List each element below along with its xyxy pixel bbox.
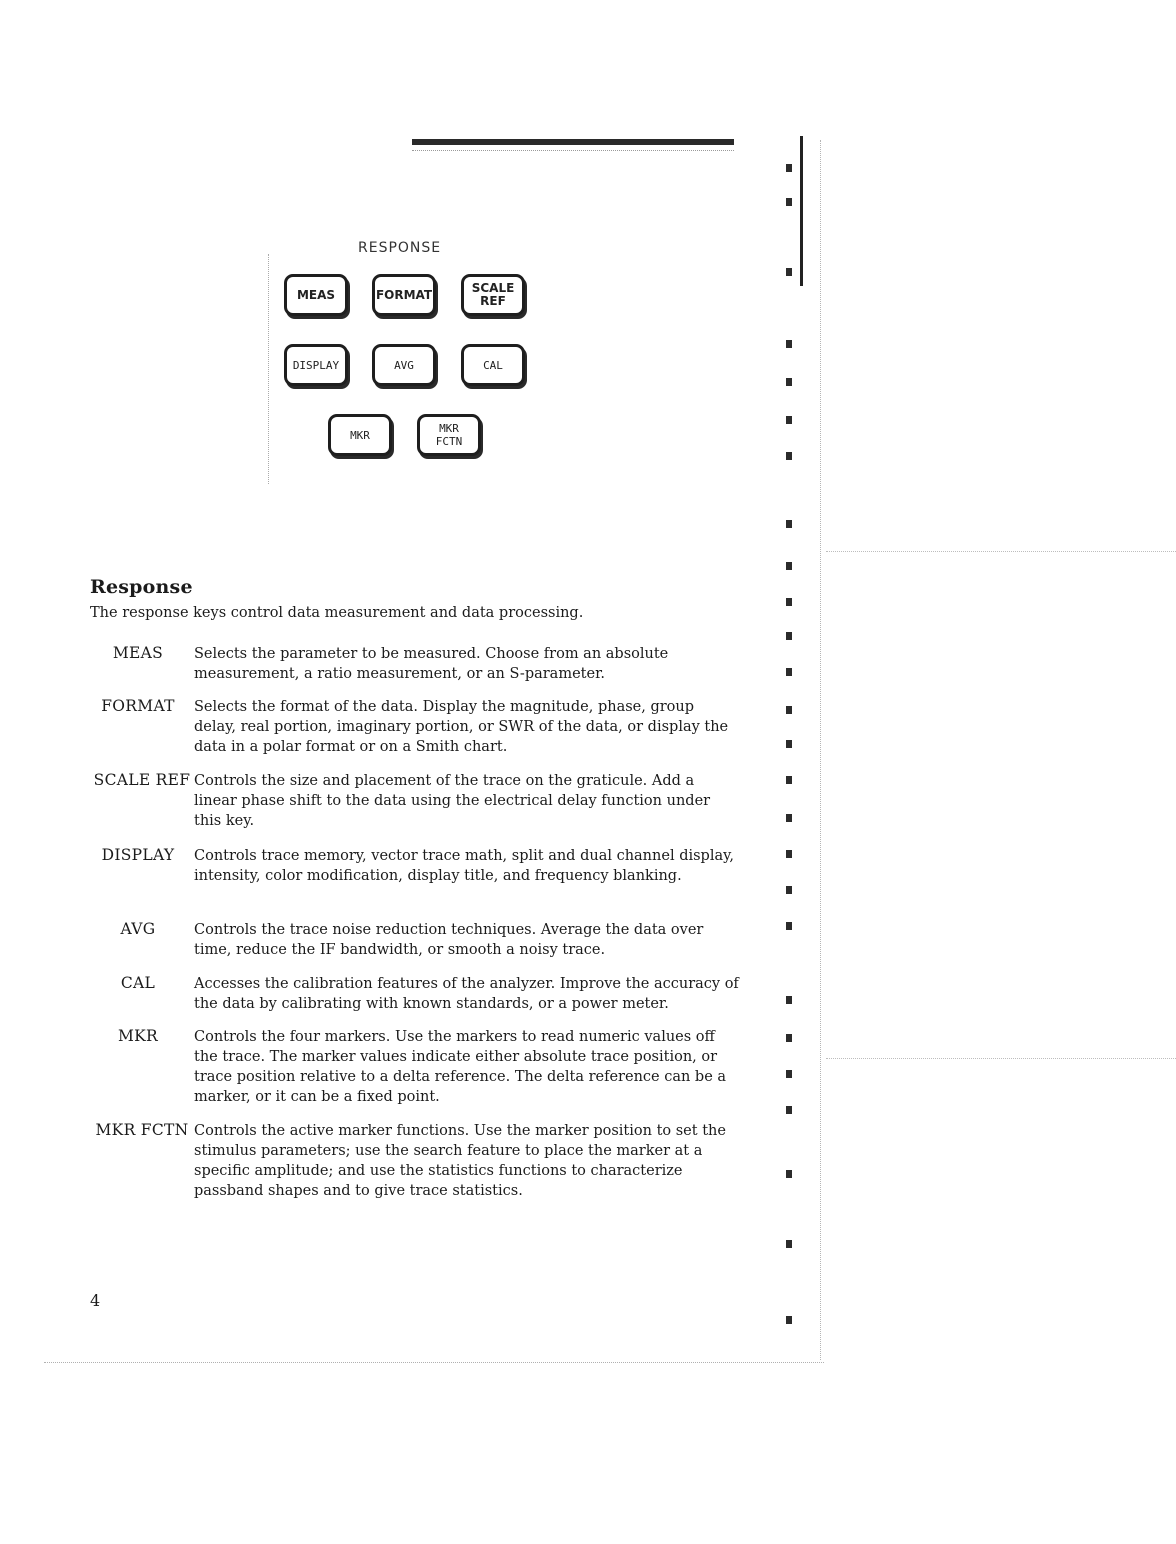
format-key-label: FORMAT [375,287,433,302]
mkr-key[interactable] [328,414,392,456]
display-key[interactable] [284,344,348,386]
desc-avg: Controls the trace noise reduction techniques. Average the data over time, reduce the IF bandwidth, or smooth a noisy trace. [194,922,704,958]
cal-key[interactable] [461,344,525,386]
desc-mkr-fctn: Controls the active marker functions. Use the marker position to set the stimulus parameters; use the search feature to place the marker at a specific amplitude; and use the statistics functions to characterize passband shapes and to give trace statistics. [194,1123,726,1199]
scale-ref-key[interactable] [461,274,525,316]
display-key-label: DISPLAY [292,358,340,372]
format-key[interactable] [372,274,436,316]
page-number: 4 [90,1291,101,1310]
desc-meas: Selects the parameter to be measured. Choose from an absolute measurement, a ratio measurement, or an S-parameter. [194,646,669,682]
scale-key-label: SCALE [471,281,515,295]
right-margin-tab-marks [786,150,798,1340]
desc-display: Controls trace memory, vector trace math, split and dual channel display, intensity, color modification, display title, and frequency blanking. [194,848,734,884]
term-scale-ref: SCALE REF [93,771,191,789]
response-keypad-diagram [268,236,548,476]
top-rule [412,139,734,145]
term-meas: MEAS [112,644,164,662]
term-mkr-fctn: MKR FCTN [95,1121,189,1139]
term-cal: CAL [120,974,156,992]
mkr-fctn-key[interactable] [417,414,481,456]
right-tab-strip [800,136,807,286]
right-dotted-line-2 [826,1058,1176,1060]
term-display: DISPLAY [101,846,175,864]
term-avg: AVG [120,920,156,938]
desc-format: Selects the format of the data. Display the magnitude, phase, group delay, real portion, imaginary portion, or SWR of the data, or display the data in a polar format or on a Smith chart. [194,699,729,755]
desc-mkr: Controls the four markers. Use the markers to read numeric values off the trace. The marker values indicate either absolute trace position, or trace position relative to a delta reference. The delta reference can be a marker, or it can be a fixed point. [194,1029,727,1105]
keypad-border [268,254,270,484]
section-heading: Response [90,576,193,598]
keypad-title: RESPONSE [358,240,442,256]
meas-key-label: MEAS [296,287,336,302]
mkr-key-label: MKR [350,428,370,442]
section-intro: The response keys control data measurement and data processing. [90,605,584,621]
desc-cal: Accesses the calibration features of the analyzer. Improve the accuracy of the data by calibrating with known standards, or a power meter. [194,976,739,1012]
desc-scale-ref: Controls the size and placement of the trace on the graticule. Add a linear phase shift to the data using the electrical delay function under this key. [194,773,711,829]
cal-key-label: CAL [483,358,503,372]
right-dotted-line-1 [826,551,1176,553]
mkr-fctn-key-label-1: MKR [439,422,459,435]
term-mkr: MKR [117,1027,159,1045]
avg-key[interactable] [372,344,436,386]
ref-key-label: REF [480,294,506,308]
meas-key[interactable] [284,274,348,316]
right-edge-line [820,140,822,1360]
mkr-fctn-key-label-2: FCTN [435,435,463,448]
bottom-dotted-line [44,1362,824,1364]
top-rule-dotted [412,150,734,152]
avg-key-label: AVG [394,358,414,372]
term-format: FORMAT [101,697,175,715]
